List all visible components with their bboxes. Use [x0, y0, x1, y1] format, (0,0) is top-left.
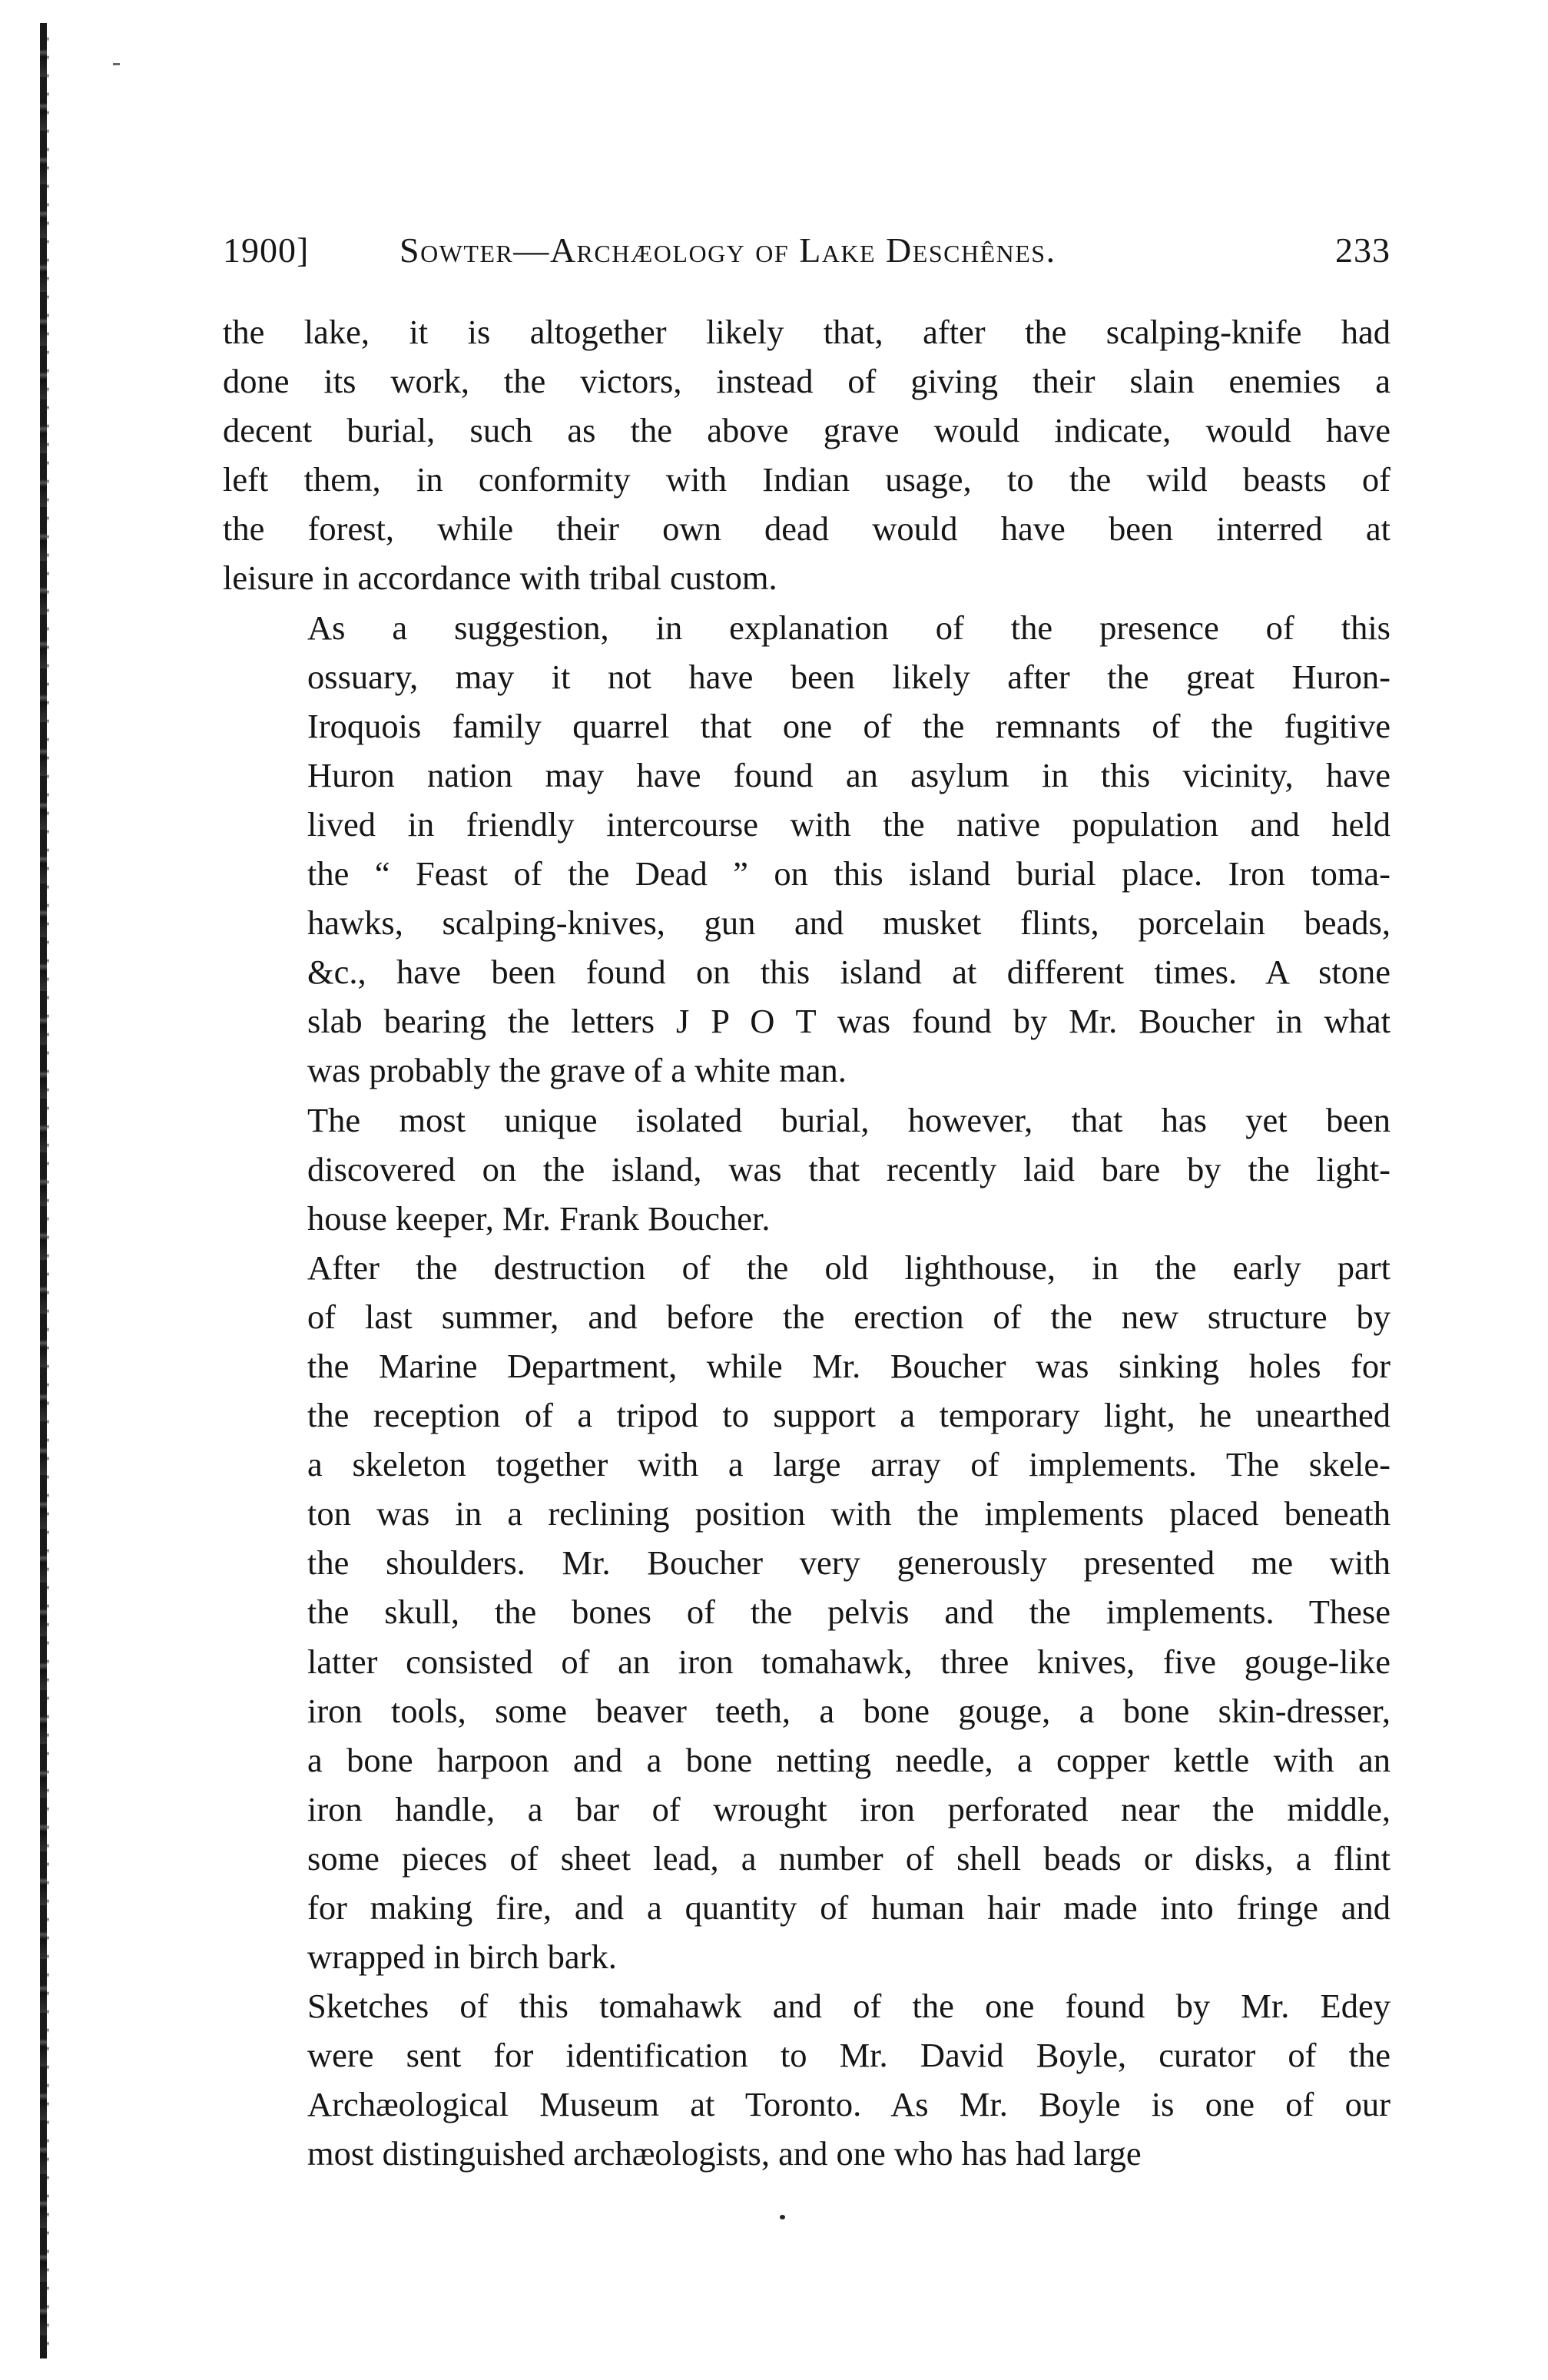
paragraph: [223, 1243, 1391, 1981]
text-line: leisure in accordance with tribal custom.: [223, 559, 777, 598]
running-head: [223, 223, 1391, 278]
text-line: ossuary, may it not have been likely after the great Huron-: [307, 657, 1391, 696]
text-line: discovered on the island, was that recently laid bare by the light-: [307, 1149, 1391, 1188]
text-line: As a suggestion, in explanation of the presence of this: [307, 608, 1391, 647]
paragraph: [223, 307, 1391, 603]
running-head-year: 1900]: [223, 230, 310, 270]
running-head-title: Sowter—Archæology of Lake Deschênes.: [399, 230, 1056, 270]
text-line: Sketches of this tomahawk and of the one found by Mr. Edey: [307, 1987, 1391, 2026]
text-line: a skeleton together with a large array of implements. The skele-: [307, 1445, 1391, 1484]
text-line: the lake, it is altogether likely that, after the scalping-knife had: [223, 313, 1391, 351]
paragraph: [223, 603, 1391, 1096]
text-line: the skull, the bones of the pelvis and the implements. These: [307, 1593, 1391, 1632]
text-line: The most unique isolated burial, however, that has yet been: [307, 1100, 1391, 1139]
text-line: Iroquois family quarrel that one of the remnants of the fugitive: [307, 706, 1391, 745]
text-line: some pieces of sheet lead, a number of shell beads or disks, a flint: [307, 1838, 1391, 1878]
text-line: house keeper, Mr. Frank Boucher.: [307, 1198, 771, 1238]
text-line: left them, in conformity with Indian usage, to the wild beasts of: [223, 460, 1391, 499]
text-line: done its work, the victors, instead of giving their slain enemies a: [223, 362, 1391, 401]
text-line: latter consisted of an iron tomahawk, three knives, five gouge-like: [307, 1642, 1391, 1681]
text-line: for making fire, and a quantity of human hair made into fringe and: [307, 1888, 1391, 1927]
text-line: lived in friendly intercourse with the native population and held: [307, 804, 1391, 844]
text-line: was probably the grave of a white man.: [307, 1051, 847, 1090]
text-line: the forest, while their own dead would have been interred at: [223, 509, 1391, 549]
text-line: the Marine Department, while Mr. Boucher was sinking holes for: [307, 1346, 1391, 1385]
text-line: the “ Feast of the Dead ” on this island burial place. Iron toma-: [307, 854, 1391, 893]
text-line: ton was in a reclining position with the implements placed beneath: [307, 1494, 1391, 1533]
page-number: 233: [1335, 230, 1391, 270]
text-line: the reception of a tripod to support a temporary light, he unearthed: [307, 1396, 1391, 1435]
foot-mark: [780, 2215, 785, 2219]
text-line: most distinguished archæologists, and one who has had large: [307, 2134, 1142, 2173]
binding-edge: [40, 23, 47, 2358]
paragraph: [223, 1981, 1391, 2178]
body-text: [223, 307, 1391, 2179]
text-line: a bone harpoon and a bone netting needle, a copper kettle with an: [307, 1740, 1391, 1779]
text-line: slab bearing the letters J P O T was found by Mr. Boucher in what: [307, 1002, 1391, 1041]
text-line: Huron nation may have found an asylum in this vicinity, have: [307, 755, 1391, 794]
text-line: decent burial, such as the above grave would indicate, would have: [223, 411, 1391, 450]
paragraph: [223, 1096, 1391, 1243]
text-line: the shoulders. Mr. Boucher very generously presented me with: [307, 1543, 1391, 1583]
text-line: iron tools, some beaver teeth, a bone gouge, a bone skin-dresser,: [307, 1691, 1391, 1730]
text-line: After the destruction of the old lighthouse, in the early part: [307, 1248, 1391, 1287]
text-line: were sent for identification to Mr. David Boyle, curator of the: [307, 2036, 1391, 2075]
scan-mark: [113, 63, 120, 65]
text-line: of last summer, and before the erection of the new structure by: [307, 1297, 1391, 1336]
text-line: wrapped in birch bark.: [307, 1937, 617, 1977]
text-line: hawks, scalping-knives, gun and musket flints, porcelain beads,: [307, 903, 1391, 943]
text-line: &c., have been found on this island at different times. A stone: [307, 953, 1391, 992]
book-page: [223, 223, 1391, 2179]
text-line: Archæological Museum at Toronto. As Mr. Boyle is one of our: [307, 2085, 1391, 2124]
text-line: iron handle, a bar of wrought iron perforated near the middle,: [307, 1789, 1391, 1828]
